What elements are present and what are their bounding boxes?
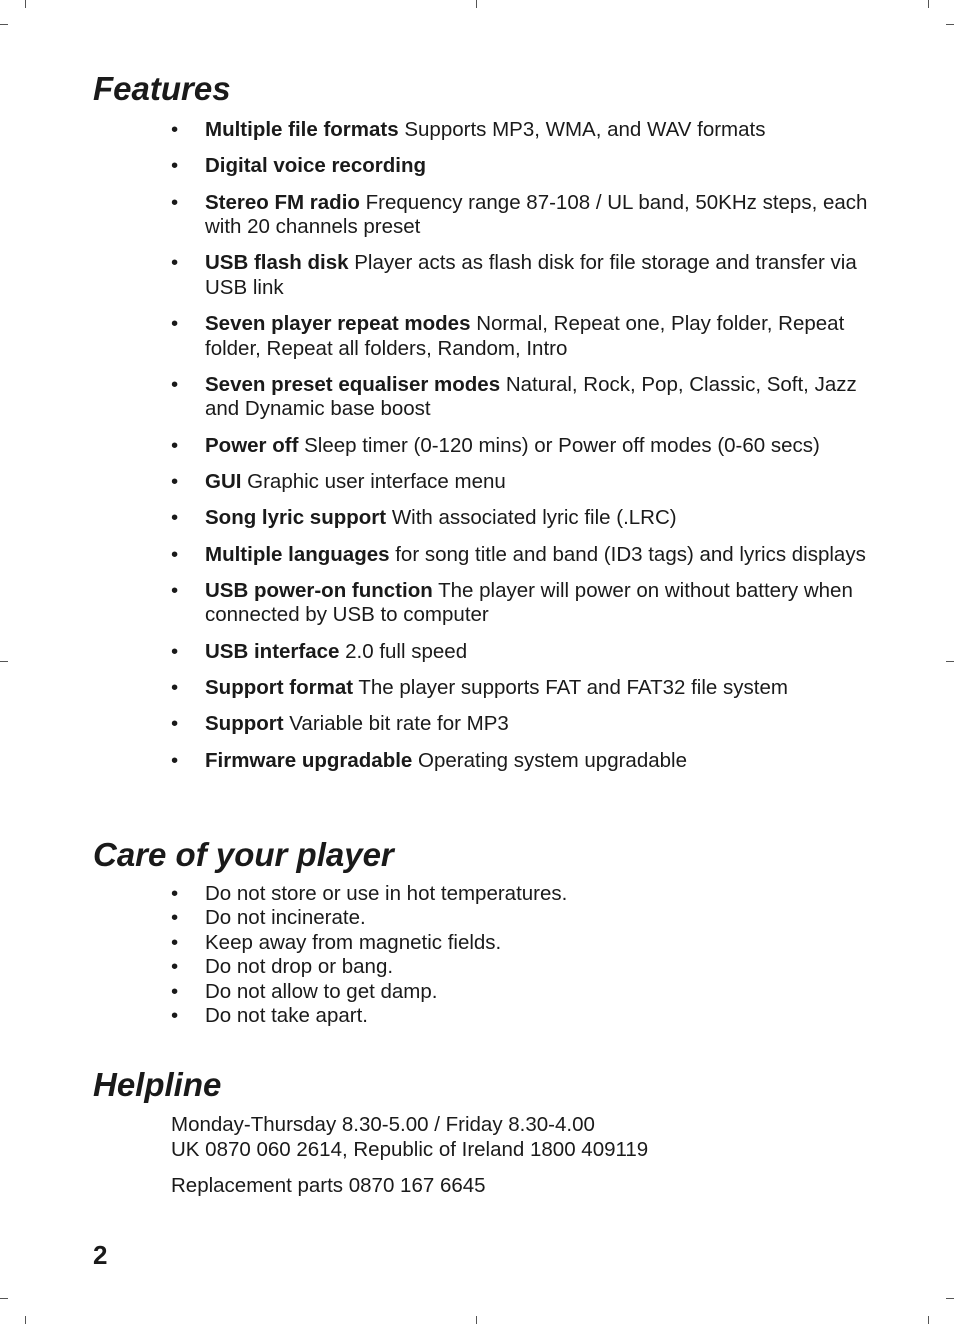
feature-description: Operating system upgradable [418,748,687,772]
crop-mark-mid-right [946,661,954,662]
feature-item [171,373,871,422]
feature-name: GUI [205,470,242,494]
crop-mark-bottom-right-h [946,1298,954,1299]
bullet: • [171,930,179,954]
feature-description: 2.0 full speed [345,639,468,663]
feature-name: Support [205,712,284,736]
feature-name: Stereo FM radio [205,190,360,214]
crop-mark-top-left-h [0,24,8,25]
care-text: Do not drop or bang. [205,955,394,979]
bullet: • [171,639,179,663]
feature-description: The player will power on without battery when connected by USB to computer [205,578,853,627]
replacement-parts: Replacement parts 0870 167 6645 [171,1174,486,1197]
page-number: 2 [93,1240,108,1270]
bullet: • [171,154,179,178]
feature-item [171,676,871,701]
feature-name: Seven preset equaliser modes [205,372,501,396]
features-heading: Features [93,70,231,107]
feature-item [171,749,871,774]
care-item [171,1004,871,1028]
crop-mark-top-right-v [928,0,929,8]
bullet: • [171,251,179,275]
feature-description: Player acts as flash disk for file storage and transfer via USB link [205,251,857,299]
bullet: • [171,712,179,736]
feature-description: Frequency range 87-108 / UL band, 50KHz steps, each with 20 channels preset [205,190,868,239]
bullet: • [171,312,179,336]
feature-item [171,312,871,361]
care-text: Do not incinerate. [205,906,366,930]
feature-description: Normal, Repeat one, Play folder, Repeat folder, Repeat all folders, Random, Intro [205,312,845,360]
bullet: • [171,1004,179,1028]
feature-description: for song title and band (ID3 tags) and lyrics displays [395,542,866,566]
care-text: Do not take apart. [205,1004,368,1028]
care-item [171,955,871,979]
care-item [171,906,871,930]
crop-mark-top-left-v [25,0,26,8]
feature-name: Multiple file formats [205,118,399,141]
feature-item [171,712,871,737]
care-item [171,931,871,955]
feature-item [171,543,871,568]
feature-item [171,579,871,628]
bullet: • [171,676,179,700]
bullet: • [171,578,179,602]
bullet: • [171,906,179,930]
crop-mark-bottom-right-v [928,1316,929,1324]
feature-name: Seven player repeat modes [205,312,471,336]
feature-name: USB interface [205,639,340,663]
crop-mark-top-right-h [946,24,954,25]
feature-description: Sleep timer (0-120 mins) or Power off modes (0-60 secs) [304,433,820,457]
bullet: • [171,748,179,772]
feature-description: With associated lyric file (.LRC) [391,506,677,530]
bullet: • [171,506,179,530]
feature-name: USB power-on function [205,578,433,602]
bullet: • [171,882,179,905]
helpline-hours: Monday-Thursday 8.30-5.00 / Friday 8.30-4.00 [171,1113,595,1136]
crop-mark-top-center [476,0,477,8]
bullet: • [171,118,179,141]
crop-mark-mid-left [0,661,8,662]
feature-item [171,118,871,143]
crop-mark-bottom-center [476,1316,477,1324]
care-item [171,882,871,906]
care-list [171,882,871,1028]
care-text: Do not store or use in hot temperatures. [205,882,568,905]
helpline-numbers: UK 0870 060 2614, Republic of Ireland 1800 409119 [171,1138,649,1161]
feature-description: Variable bit rate for MP3 [289,712,509,736]
feature-description: Supports MP3, WMA, and WAV formats [404,118,766,141]
bullet: • [171,542,179,566]
feature-name: Power off [205,433,299,457]
crop-mark-bottom-left-v [25,1316,26,1324]
care-text: Keep away from magnetic fields. [205,930,502,954]
feature-item [171,506,871,531]
feature-name: Support format [205,676,354,700]
bullet: • [171,433,179,457]
feature-name: Multiple languages [205,542,390,566]
helpline-block [171,1112,891,1198]
helpline-heading: Helpline [93,1066,222,1103]
feature-description: Natural, Rock, Pop, Classic, Soft, Jazz and Dynamic base boost [205,372,857,421]
feature-item [171,191,871,240]
bullet: • [171,979,179,1003]
bullet: • [171,372,179,396]
feature-description: The player supports FAT and FAT32 file system [358,676,788,700]
feature-item [171,154,871,179]
features-list [171,118,871,785]
bullet: • [171,190,179,214]
feature-name: Firmware upgradable [205,748,413,772]
care-heading: Care of your player [93,836,394,873]
feature-item [171,251,871,300]
feature-item [171,434,871,459]
care-item [171,980,871,1004]
feature-description: Graphic user interface menu [247,470,506,494]
care-text: Do not allow to get damp. [205,979,438,1003]
feature-item [171,640,871,665]
bullet: • [171,470,179,494]
crop-mark-bottom-left-h [0,1298,8,1299]
feature-item [171,470,871,495]
bullet: • [171,955,179,979]
feature-name: USB flash disk [205,251,349,275]
feature-name: Digital voice recording [205,154,426,178]
feature-name: Song lyric support [205,506,387,530]
